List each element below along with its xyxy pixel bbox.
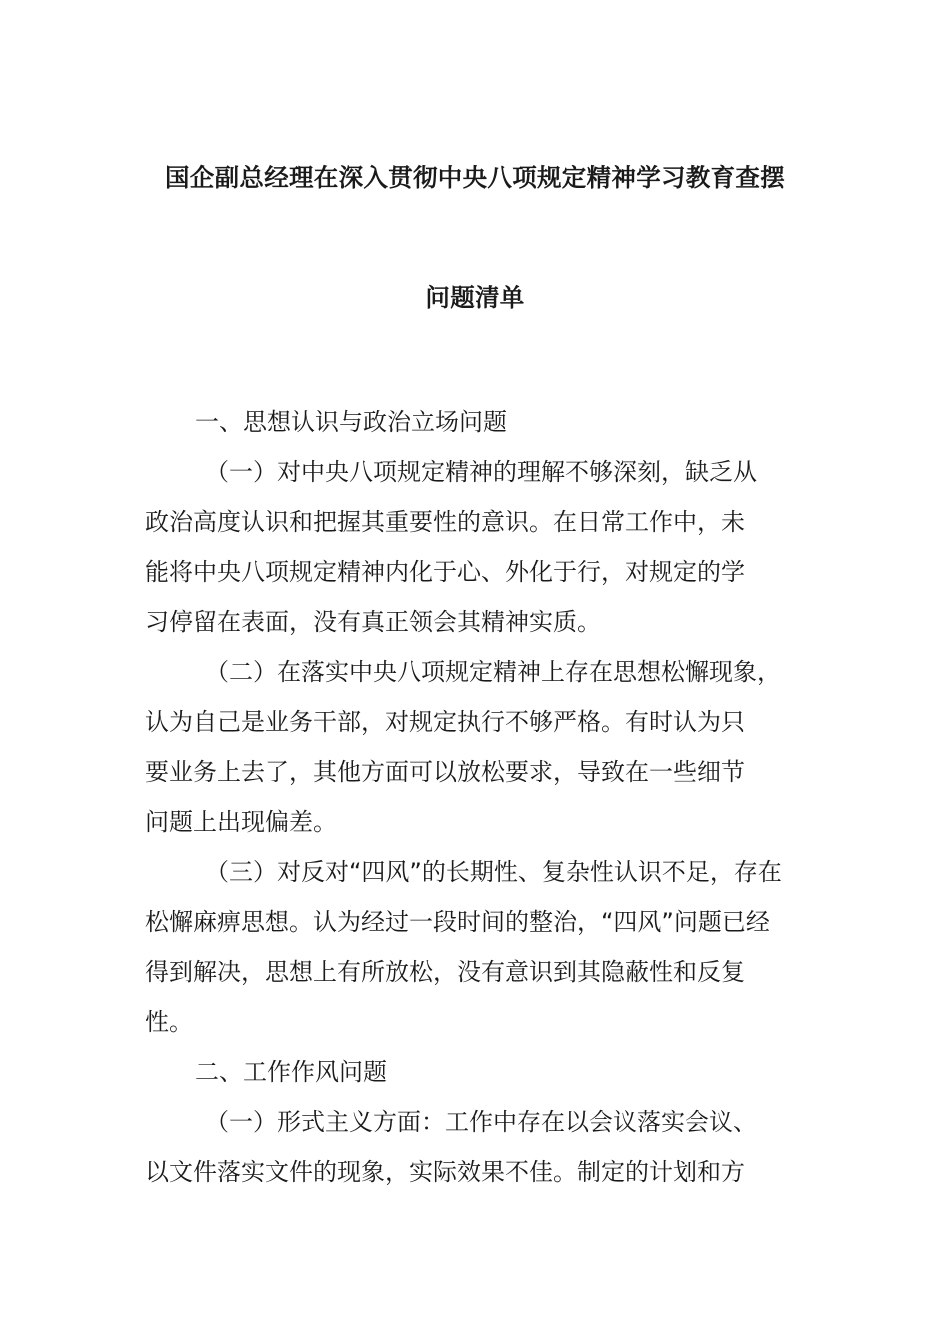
paragraph-line: （三）对反对“四风”的长期性、复杂性认识不足，存在 [205, 858, 782, 886]
document-title-line-1: 国企副总经理在深入贯彻中央八项规定精神学习教育查摆 [165, 163, 785, 192]
paragraph-line: （一）对中央八项规定精神的理解不够深刻，缺乏从 [205, 458, 757, 486]
section-2-item-1 [145, 1097, 815, 1197]
document-title-line-2: 问题清单 [425, 283, 525, 312]
paragraph-line: 要业务上去了，其他方面可以放松要求，导致在一些细节 [145, 758, 745, 786]
section-1-item-3 [145, 847, 815, 1047]
paragraph-line: （二）在落实中央八项规定精神上存在思想松懈现象， [205, 658, 781, 686]
paragraph-line: 政治高度认识和把握其重要性的意识。在日常工作中，未 [145, 508, 745, 536]
paragraph-line: 能将中央八项规定精神内化于心、外化于行，对规定的学 [145, 558, 745, 586]
paragraph-line: 性。 [145, 1008, 193, 1036]
section-2-heading: 二、工作作风问题 [195, 1058, 387, 1086]
paragraph-line: 得到解决，思想上有所放松，没有意识到其隐蔽性和反复 [145, 958, 745, 986]
paragraph-line: （一）形式主义方面：工作中存在以会议落实会议、 [205, 1108, 757, 1136]
section-1-item-1 [145, 447, 815, 647]
section-1-heading: 一、思想认识与政治立场问题 [195, 408, 507, 436]
paragraph-line: 习停留在表面，没有真正领会其精神实质。 [145, 608, 601, 636]
paragraph-line: 问题上出现偏差。 [145, 808, 337, 836]
section-1-item-2 [145, 647, 815, 847]
paragraph-line: 松懈麻痹思想。认为经过一段时间的整治，“四风”问题已经 [145, 908, 770, 936]
paragraph-line: 认为自己是业务干部，对规定执行不够严格。有时认为只 [145, 708, 745, 736]
paragraph-line: 以文件落实文件的现象，实际效果不佳。制定的计划和方 [145, 1158, 745, 1186]
document-body [145, 397, 815, 1197]
